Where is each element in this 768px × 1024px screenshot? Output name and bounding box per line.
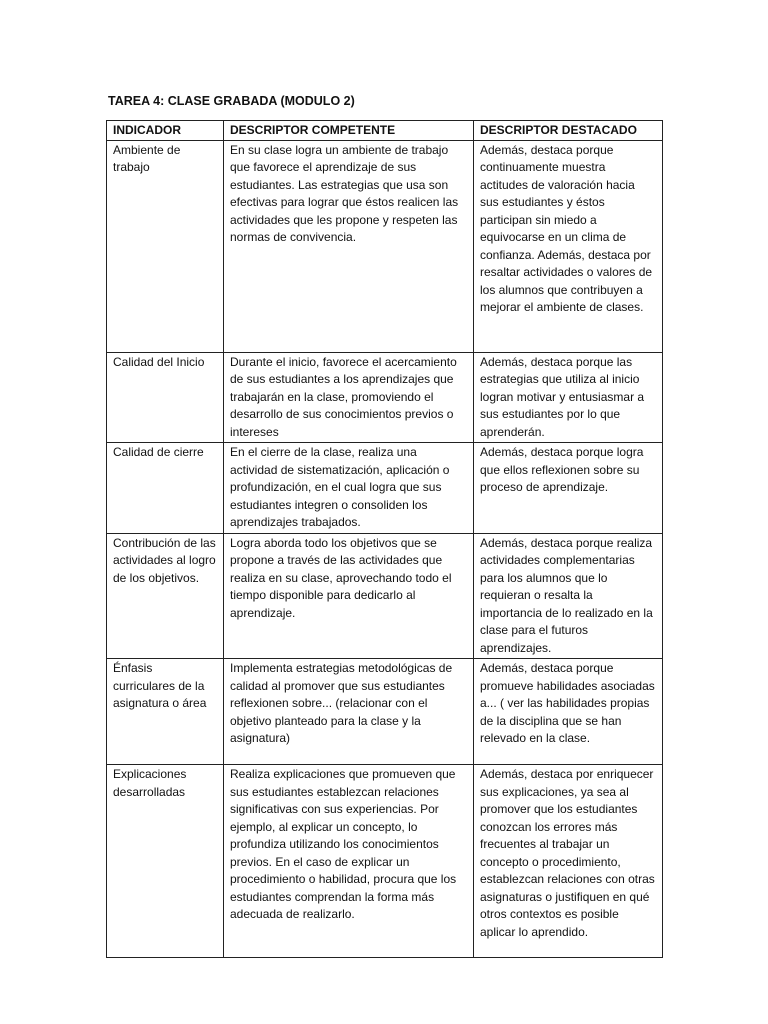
cell-descriptor-destacado: Además, destaca porque las estrategias que utiliza al inicio logran motivar y entusiasmar a sus estudiantes por lo que aprenderán. [474,352,663,443]
table-body [107,140,663,958]
table-row [107,140,663,352]
cell-descriptor-competente: En su clase logra un ambiente de trabajo que favorece el aprendizaje de sus estudiantes. Las estrategias que usa son efectivas para lograr que éstos realicen las actividades que les propone y respeten las normas de convivencia. [224,140,474,352]
cell-indicador: Explicaciones desarrolladas [107,765,224,958]
cell-descriptor-destacado: Además, destaca porque logra que ellos reflexionen sobre su proceso de aprendizaje. [474,443,663,534]
table-row [107,443,663,534]
cell-descriptor-destacado: Además, destaca porque continuamente muestra actitudes de valoración hacia sus estudiantes y éstos participan sin miedo a equivocarse en un clima de confianza. Además, destaca por resaltar actividades o valores de los alumnos que contribuyen a mejorar el ambiente de clases. [474,140,663,352]
cell-indicador: Énfasis curriculares de la asignatura o área [107,659,224,765]
cell-descriptor-destacado: Además, destaca por enriquecer sus explicaciones, ya sea al promover que los estudiantes conozcan los errores más frecuentes al trabajar un concepto o procedimiento, establezcan relaciones con otras asignaturas o justifiquen en qué otros contextos es posible aplicar lo aprendido. [474,765,663,958]
cell-descriptor-competente: Durante el inicio, favorece el acercamiento de sus estudiantes a los aprendizajes que trabajarán en la clase, promoviendo el desarrollo de sus conocimientos previos o intereses [224,352,474,443]
header-descriptor-competente: DESCRIPTOR COMPETENTE [224,121,474,141]
cell-descriptor-destacado: Además, destaca porque realiza actividades complementarias para los alumnos que lo requieran o resalta la importancia de lo realizado en la clase para el futuros aprendizajes. [474,533,663,659]
table-row [107,533,663,659]
cell-descriptor-destacado: Además, destaca porque promueve habilidades asociadas a... ( ver las habilidades propias de la disciplina que se han relevado en la clase. [474,659,663,765]
document-title: TAREA 4: CLASE GRABADA (MODULO 2) [108,94,355,108]
header-indicador: INDICADOR [107,121,224,141]
table-header [107,121,663,141]
rubric-table [106,120,663,958]
table-row [107,352,663,443]
table-row [107,659,663,765]
cell-descriptor-competente: Implementa estrategias metodológicas de calidad al promover que sus estudiantes reflexionen sobre... (relacionar con el objetivo planteado para la clase y la asignatura) [224,659,474,765]
header-descriptor-destacado: DESCRIPTOR DESTACADO [474,121,663,141]
cell-descriptor-competente: En el cierre de la clase, realiza una actividad de sistematización, aplicación o profundización, en el cual logra que sus estudiantes integren o consoliden los aprendizajes trabajados. [224,443,474,534]
cell-descriptor-competente: Realiza explicaciones que promueven que sus estudiantes establezcan relaciones significativas con sus experiencias. Por ejemplo, al explicar un concepto, lo profundiza utilizando los conocimientos previos. En el caso de explicar un procedimiento o habilidad, procura que los estudiantes comprendan la forma más adecuada de realizarlo. [224,765,474,958]
cell-indicador: Ambiente de trabajo [107,140,224,352]
cell-indicador: Calidad del Inicio [107,352,224,443]
cell-indicador: Contribución de las actividades al logro de los objetivos. [107,533,224,659]
cell-indicador: Calidad de cierre [107,443,224,534]
header-row [107,121,663,141]
table-row [107,765,663,958]
cell-descriptor-competente: Logra aborda todo los objetivos que se propone a través de las actividades que realiza en su clase, aprovechando todo el tiempo disponible para dedicarlo al aprendizaje. [224,533,474,659]
